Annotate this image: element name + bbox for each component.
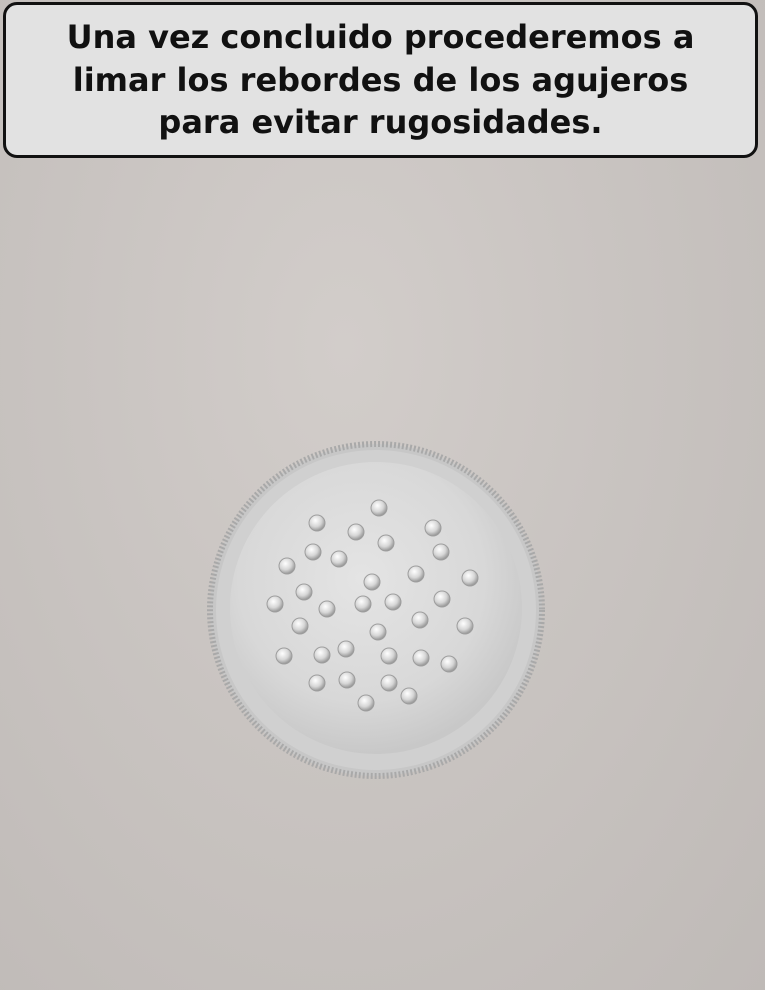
lid-hole xyxy=(267,596,283,612)
lid-hole xyxy=(314,647,330,663)
lid-hole xyxy=(378,535,394,551)
lid-hole xyxy=(433,544,449,560)
lid-hole xyxy=(305,544,321,560)
lid-hole xyxy=(434,591,450,607)
lid-hole xyxy=(408,566,424,582)
lid-hole xyxy=(425,520,441,536)
lid-hole xyxy=(296,584,312,600)
lid-hole xyxy=(413,650,429,666)
lid-hole xyxy=(309,675,325,691)
lid-hole xyxy=(412,612,428,628)
lid-hole xyxy=(292,618,308,634)
lid-hole xyxy=(331,551,347,567)
lid-hole xyxy=(370,624,386,640)
lid-hole xyxy=(319,601,335,617)
lid-hole xyxy=(462,570,478,586)
lid-hole xyxy=(457,618,473,634)
caption-text: Una vez concluido procederemos a limar los rebordes de los agujeros para evitar rugosidades. xyxy=(66,18,695,142)
lid-hole xyxy=(401,688,417,704)
lid-hole xyxy=(441,656,457,672)
lid-hole xyxy=(381,675,397,691)
lid-hole xyxy=(381,648,397,664)
lid-hole xyxy=(355,596,371,612)
caption-box xyxy=(3,2,758,158)
lid-hole xyxy=(309,515,325,531)
lid-hole xyxy=(339,672,355,688)
lid-hole xyxy=(338,641,354,657)
lid-hole xyxy=(358,695,374,711)
lid-hole xyxy=(348,524,364,540)
lid-hole xyxy=(276,648,292,664)
lid-hole xyxy=(385,594,401,610)
lid-hole xyxy=(371,500,387,516)
lid-hole xyxy=(364,574,380,590)
lid-hole xyxy=(279,558,295,574)
